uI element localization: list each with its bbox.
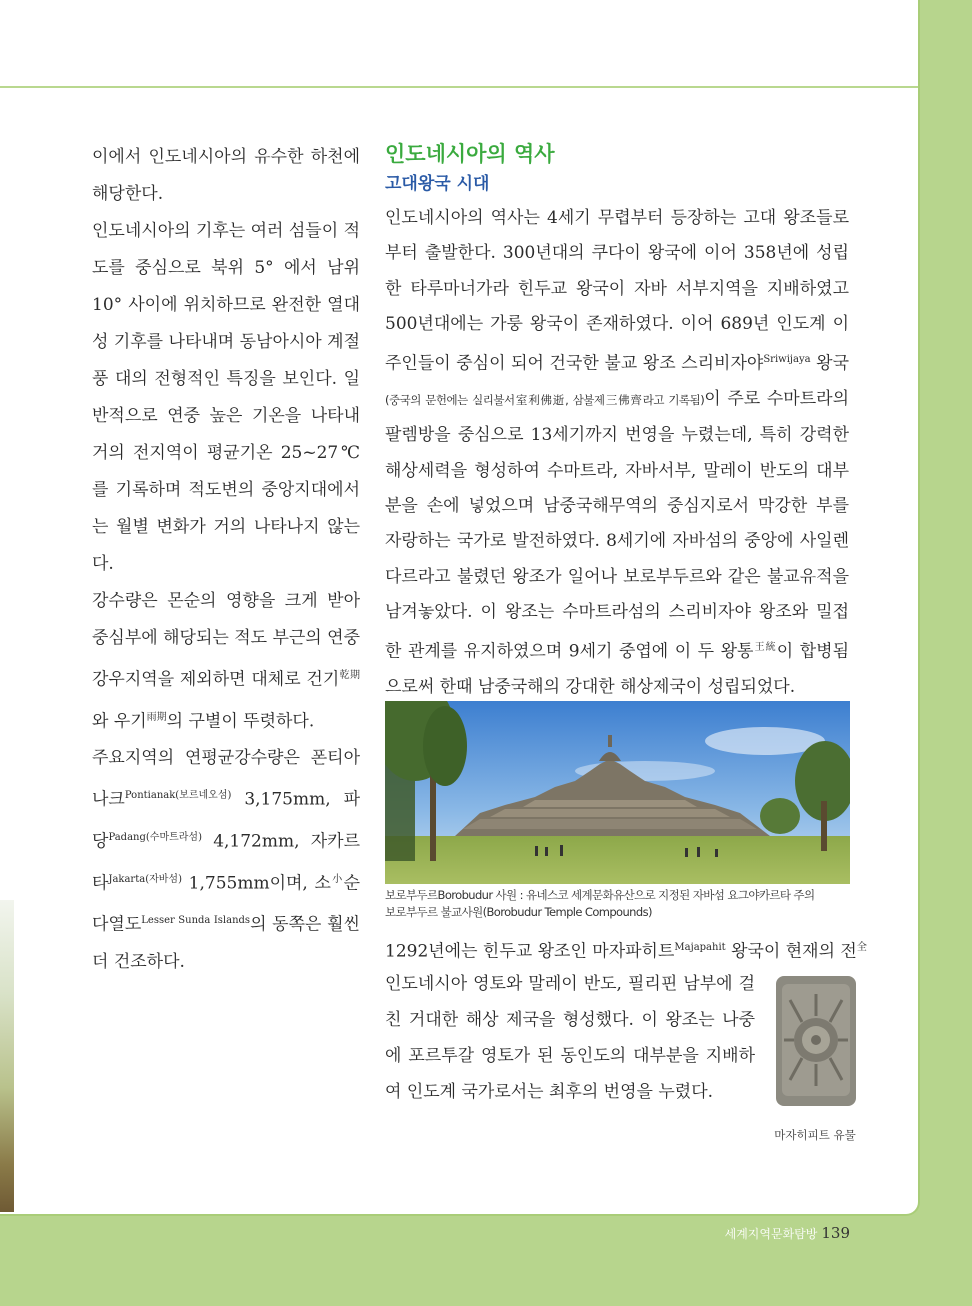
gloss-sriwijaya: Sriwijaya	[763, 354, 811, 366]
book-title: 세계지역문화탐방	[724, 1227, 818, 1241]
photo-caption-line-1: 보로부두르Borobudur 사원 : 유네스코 세계문화유산으로 지정된 자바섬 요그야카르타 주의	[385, 888, 815, 902]
header-divider	[0, 86, 918, 88]
page-number: 139	[821, 1224, 850, 1242]
photo-caption	[385, 887, 855, 921]
gloss-lesser-sunda: Lesser Sunda Islands	[141, 915, 251, 927]
gloss-whole: 全	[856, 942, 867, 953]
gloss-rainy-season: 雨期	[146, 711, 167, 723]
section-title: 인도네시아의 역사	[385, 142, 555, 166]
majapahit-paragraph-first-line: 1292년에는 힌두교 왕조인 마자파히트$^{Majapahit}$ 왕국이 현재의 전$^全$	[385, 941, 867, 962]
left-paragraph-precipitation: 주요지역의 연평균강수량은 폰티아나크$^{Pontianak(보르네오섬)}$ 3,175mm, 파당$^{Padang(수마트라섬)}$ 4,172mm, 자카르타$^{Jakarta(자바섬)}$ 1,755mm이며, 소$^小$순다열도$^{Lesser Sunda Islands}$의 동쪽은 훨씬 더 건조하다.	[92, 748, 360, 972]
majapahit-artifact-photo	[774, 974, 858, 1112]
gloss-small: 小	[330, 873, 344, 885]
artifact-illustration	[774, 974, 858, 1112]
gloss-padang: Padang(수마트라섬)	[108, 831, 202, 843]
gloss-royal-line: 王統	[753, 642, 777, 654]
page-footer	[725, 1224, 850, 1242]
borobudur-illustration	[385, 701, 850, 884]
section-subtitle: 고대왕국 시대	[385, 174, 490, 194]
gloss-dry-season: 乾期	[339, 670, 360, 681]
chinese-records-note: (중국의 문헌에는 실리불서室利佛逝, 삼불제三佛齊라고 기록됨)	[385, 393, 705, 408]
gloss-pontianak: Pontianak(보르네오섬)	[124, 790, 232, 802]
history-paragraph: 인도네시아의 역사는 4세기 무렵부터 등장하는 고대 왕조들로부터 출발한다. 300년대의 쿠다이 왕국에 이어 358년에 성립한 타루마너가라 힌두교 왕국이 자바 서부지역을 지배하였고 500년대에는 가룽 왕국이 존재하였다. 이어 689년 인도계 이주인들이 중심이 되어 건국한 불교 왕조 스리비자야$^{Sriwijaya}$ 왕국(중국의 문헌에는 실리불서室利佛逝, 삼불제三佛齊라고 기록됨)이 주로 수마트라의 팔렘방을 중심으로 13세기까지 번영을 누렸는데, 특히 강력한 해상세력을 형성하여 수마트라, 자바서부, 말레이 반도의 대부분을 손에 넣었으며 남중국해무역의 중심지로서 막강한 부를 자랑하는 국가로 발전하였다. 8세기에 자바섬의 중앙에 사일렌다르라고 불렸던 왕조가 일어나 보로부두르와 같은 불교유적을 남겨놓았다. 이 왕조는 수마트라섬의 스리비자야 왕조와 밀접한 관계를 유지하였으며 9세기 중엽에 이 두 왕통$^{王統}$이 합병됨으로써 한때 남중국해의 강대한 해상제국이 성립되었다.	[385, 208, 850, 698]
left-paragraph-1: 이에서 인도네시아의 유수한 하천에 해당한다.	[92, 147, 360, 204]
artifact-caption: 마자히피트 유물	[774, 1128, 856, 1142]
gloss-majapahit: Majapahit	[674, 942, 726, 953]
right-column	[385, 139, 849, 705]
photo-caption-line-2: 보로부두르 불교사원(Borobudur Temple Compounds)	[385, 905, 652, 919]
left-column	[92, 139, 360, 981]
majapahit-paragraph-body: 인도네시아 영토와 말레이 반도, 필리핀 남부에 걸친 거대한 해상 제국을 형성했다. 이 왕조는 나중에 포르투갈 영토가 된 동인도의 대부분을 지배하여 인도계 국가로서는 최후의 번영을 누렸다.	[385, 974, 755, 1102]
left-paragraph-climate: 인도네시아의 기후는 여러 섬들이 적도를 중심으로 북위 5° 에서 남위 10° 사이에 위치하므로 완전한 열대성 기후를 나타내며 동남아시아 계절풍 대의 전형적인 특징을 보인다. 일반적으로 연중 높은 기온을 나타내 거의 전지역이 평균기온 25~27℃를 기록하며 적도변의 중앙지대에서는 월별 변화가 거의 나타나지 않는다.	[92, 221, 360, 574]
borobudur-photo	[385, 701, 850, 884]
left-edge-photo-strip	[0, 900, 14, 1212]
left-paragraph-rainfall: 강수량은 몬순의 영향을 크게 받아 중심부에 해당되는 적도 부근의 연중 강우지역을 제외하면 대체로 건기$^{乾期}$와 우기$^{雨期}$의 구별이 뚜렷하다.	[92, 591, 360, 732]
gloss-jakarta: Jakarta(자바섬)	[108, 873, 182, 885]
